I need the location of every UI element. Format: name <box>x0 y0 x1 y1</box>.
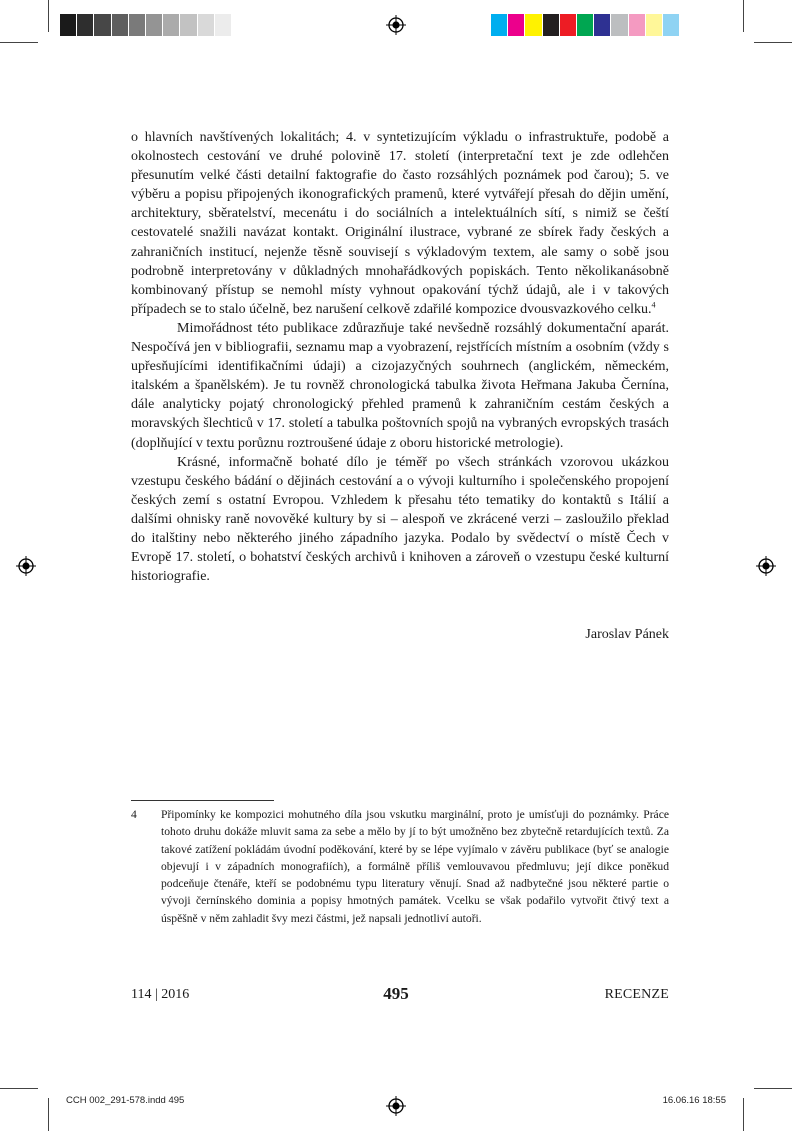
crop-mark <box>48 0 49 32</box>
crop-mark <box>743 1098 744 1131</box>
paragraph: Mimořádnost této publikace zdůrazňuje také nevšedně rozsáhlý dokumentační aparát. Nespočívá jen v bibliografii, seznamu map a vyobrazení, rejstřících místním a osobním (vždy s upřesňujícími identifikačními údaji) a cizojazyčných souhrnech (anglickém, německém, italském a španělském). Je tu rovněž chronologická tabulka života Heřmana Jakuba Černína, dále analyticky pojatý chronologický přehled pramenů k zahraničním cestám českých a moravských šlechticů v 17. století a tabulka poštovních spojů na vybraných evropských trasách (doplňující v textu porůznu roztroušené údaje z oboru historické metrologie). <box>131 320 669 451</box>
paragraph <box>131 128 669 319</box>
color-patch <box>77 14 94 36</box>
footnote-text: Připomínky ke kompozici mohutného díla jsou vskutku marginální, proto je umísťuji do poznámky. Práce tohoto druhu dokáže mluvit sama za sebe a mělo by jí to být umožněno bez zbytečně retardujících textů. Za takové zatížení pokládám úvodní poděkování, které by se lépe vyjímalo v závěru publikace (byť se analogie objevují i v západních monografiích), a formálně příliš vemlouvavou předmluvu; její dikce poněkud podceňuje čtenáře, kteří se podobnému typu literatury věnují. Snad až nadbytečné jsou některé partie o vývoji černínského dominia a popisy hmotných památek. Vcelku se však podařilo vytvořit čtivý text a úspěšně v něm zahladit švy mezi částmi, jež napsali jednotliví autoři. <box>161 808 669 925</box>
author-signature: Jaroslav Pánek <box>585 627 669 642</box>
page-number: 495 <box>383 984 409 1003</box>
color-patch <box>180 14 197 36</box>
color-patch <box>94 14 111 36</box>
color-patch <box>577 14 594 36</box>
footnote-divider <box>131 800 274 801</box>
color-patch <box>543 14 560 36</box>
color-patch <box>215 14 232 36</box>
footnote <box>131 806 669 927</box>
process-color-bar <box>491 14 680 36</box>
color-patch <box>560 14 577 36</box>
registration-mark-bottom <box>386 1096 406 1116</box>
grayscale-color-bar <box>60 14 232 36</box>
footnote-ref[interactable]: 4 <box>651 300 656 310</box>
color-patch <box>198 14 215 36</box>
registration-mark-top <box>386 15 406 35</box>
color-patch <box>629 14 646 36</box>
crop-mark <box>754 42 792 43</box>
body-text <box>131 128 669 586</box>
registration-mark-right <box>756 556 776 576</box>
section-label: RECENZE <box>604 987 669 1002</box>
color-patch <box>525 14 542 36</box>
color-patch <box>112 14 129 36</box>
color-patch <box>611 14 628 36</box>
color-patch <box>508 14 525 36</box>
crop-mark <box>48 1098 49 1131</box>
crop-mark <box>0 1088 38 1089</box>
color-patch <box>60 14 77 36</box>
crop-mark <box>0 42 38 43</box>
slug-datetime: 16.06.16 18:55 <box>662 1095 726 1106</box>
crop-mark <box>743 0 744 32</box>
footnote-number: 4 <box>131 808 137 821</box>
registration-mark-left <box>16 556 36 576</box>
color-patch <box>163 14 180 36</box>
color-patch <box>663 14 680 36</box>
crop-mark <box>754 1088 792 1089</box>
paragraph: Krásné, informačně bohaté dílo je téměř po všech stránkách vzorovou ukázkou vzestupu českého bádání o dějinách cestování a o vývoji kulturního i společenského propojení českých zemí s ostatní Evropou. Vzhledem k přesahu této tematiky do kontaktů s Itálií a dalšími ohnisky raně novověké kultury by si – alespoň ve zkrácené verzi – zasloužilo překlad do italštiny nebo některého jiného západního jazyka. Podalo by svědectví o místě Čech v Evropě 17. století, o bohatství českých archivů i knihoven a zároveň o vzestupu české kulturní historiografie. <box>131 454 669 585</box>
color-patch <box>129 14 146 36</box>
color-patch <box>491 14 508 36</box>
issue-label: 114 | 2016 <box>131 987 190 1002</box>
color-patch <box>646 14 663 36</box>
color-patch <box>594 14 611 36</box>
paragraph-text: o hlavních navštívených lokalitách; 4. v syntetizujícím výkladu o infrastruktuře, podobě a okolnostech cestování ve druhé polovině 17. století (interpretační text je zde odlehčen přesunutím velké části detailní faktografie do často rozsáhlých poznámek pod čarou); 5. ve výběru a popisu připojených ikonografických pramenů, které vytvářejí přesah do dějin umění, architektury, sběratelství, mecenátu i do sociálních a intelektuálních sítí, s nimiž se čeští cestovatelé snažili navázat kontakt. Originální ilustrace, vybrané ze sbírek řady českých a zahraničních institucí, nejenže těsně souvisejí s výkladovým textem, ale samy o sobě jsou podrobně interpretovány v důkladných mnohařádkových popiskách. Tento několikanásobně kombinovaný přístup se nemohl místy vyhnout opakování týchž údajů, ale i v takových případech se to stalo účelně, bez narušení celkově zdařilé kompozice dvousvazkového celku. <box>131 130 669 317</box>
color-patch <box>146 14 163 36</box>
slug-filename: CCH 002_291-578.indd 495 <box>66 1095 185 1106</box>
